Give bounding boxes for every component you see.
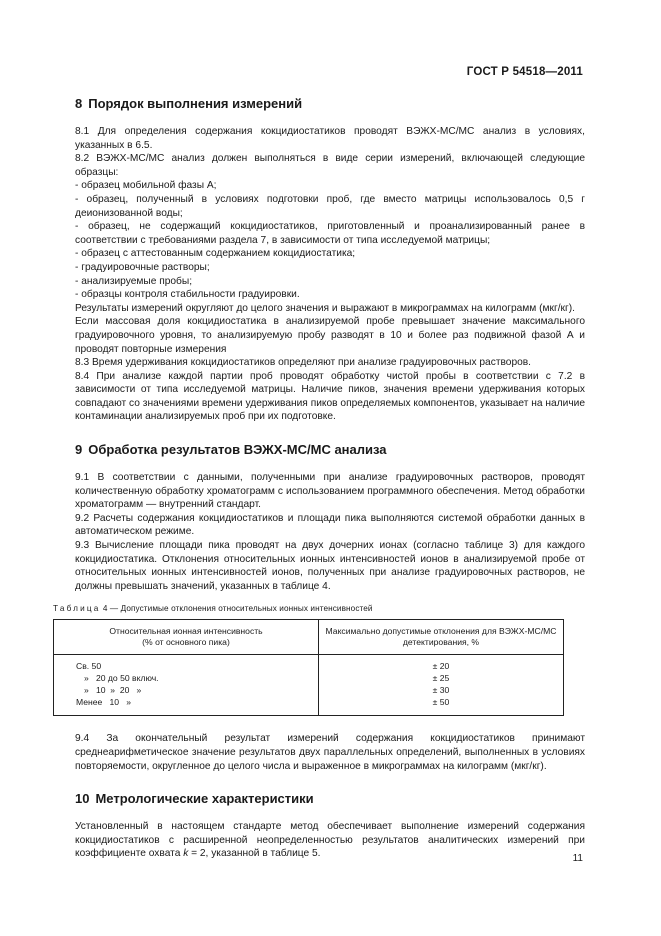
list-item: - градуировочные растворы;: [75, 261, 210, 273]
paragraph-10-text: Установленный в настоящем стандарте метод обеспечивает выполнение измерений содержания кокцидиостатиков с расширенной неопределенностью результатов аналитических измерений при коэффициенте охвата: [75, 821, 585, 860]
list-item: - образцы контроля стабильности градуировки.: [75, 289, 300, 301]
paragraph-10: [75, 820, 585, 861]
table-row: [54, 696, 564, 716]
header-line: Относительная ионная интенсивность: [109, 626, 263, 637]
header-line: Максимально допустимые отклонения для ВЭЖХ-МС/МС: [325, 626, 557, 637]
paragraph-9-4: 9.4 За окончательный результат измерений содержания кокцидиостатиков принимают среднеарифметическое значение результатов двух параллельных определений, выполненных в условиях повторяемости, округленное до целого числа и выраженное в микрограммах на килограмм (мкг/кг).: [75, 733, 585, 772]
section-9: [53, 442, 585, 773]
list-item: - образец с аттестованным содержанием кокцидиостатика;: [75, 248, 356, 260]
table-cell-range: » 10 » 20 »: [54, 684, 319, 696]
section-8-heading: [75, 96, 585, 111]
section-10-number: 10: [75, 791, 90, 807]
section-10-title: Метрологические характеристики: [95, 791, 314, 807]
list-item: - образец, полученный в условиях подготовки проб, где вместо матрицы использовалось 0,5 г деионизованной воды;: [75, 193, 585, 219]
table-cell-deviation: ± 30: [319, 684, 564, 696]
section-8: [75, 96, 585, 424]
section-8-title: Порядок выполнения измерений: [88, 96, 303, 111]
table-cell-deviation: ± 20: [319, 655, 564, 673]
paragraph-10-text-end: = 2, указанной в таблице 5.: [188, 848, 321, 860]
section-9-heading: [75, 442, 585, 457]
paragraph-8-1: 8.1 Для определения содержания кокцидиостатиков проводят ВЭЖХ-МС/МС анализ в условиях, указанных в 6.5.: [75, 126, 585, 151]
spacer: [75, 716, 585, 732]
table-cell-deviation: ± 50: [319, 696, 564, 716]
paragraph-8-3: 8.3 Время удерживания кокцидиостатиков определяют при анализе градуировочных растворов.: [75, 357, 532, 369]
section-10-heading: [75, 791, 585, 806]
paragraph-9-1: 9.1 В соответствии с данными, полученными при анализе градуировочных растворов, проводят количественную обработку хроматограмм с использованием программного обеспечения. Метод обработки хроматограмм — внутренний стандарт.: [75, 472, 585, 511]
list-item: - анализируемые пробы;: [75, 275, 193, 287]
paragraph-9-3: 9.3 Вычисление площади пика проводят на двух дочерних ионах (согласно таблице 3) для каждого кокцидиостатика. Отклонения относительных ионных интенсивностей ионов в анализируемой пробе от относительных ионных интенсивностей ионов, полученных при анализе градуировочных растворов, не должны превышать значений, указанных в таблице 4.: [75, 540, 585, 592]
list-item: - образец мобильной фазы А;: [75, 180, 217, 192]
section-8-number: 8: [75, 96, 83, 111]
table-row: [54, 672, 564, 684]
table-cell-range: Св. 50: [54, 655, 319, 673]
page-content: [53, 92, 585, 861]
table-caption-label: Таблица: [53, 604, 101, 614]
table-caption-text: 4 — Допустимые отклонения относительных ионных интенсивностей: [102, 604, 373, 614]
paragraph-8-4: 8.4 При анализе каждой партии проб проводят обработку чистой пробы в соответствии с 7.2 в зависимости от типа исследуемой матрицы. Наличие пиков, значения времени удерживания которых совпадают со значениями времени удерживания пиков определяемых компонентов, указывает на наличие контаминации анализируемых проб при их подготовке.: [75, 370, 585, 423]
standard-header: ГОСТ Р 54518—2011: [466, 66, 583, 78]
table-4-caption: [53, 604, 585, 613]
page-number: 11: [572, 853, 583, 864]
section-10: [75, 791, 585, 861]
section-9-number: 9: [75, 442, 83, 458]
table-4: [53, 619, 564, 716]
table-header-intensity: [54, 620, 319, 655]
section-9-title: Обработка результатов ВЭЖХ-МС/МС анализа: [88, 442, 387, 458]
paragraph-rounding: Результаты измерений округляют до целого значения и выражают в микрограммах на килограмм (мкг/кг).: [75, 302, 575, 314]
header-line: (% от основного пика): [142, 637, 230, 648]
table-cell-range: Менее 10 »: [54, 696, 319, 716]
header-line: детектирования, %: [402, 637, 480, 648]
table-cell-range: » 20 до 50 включ.: [54, 672, 319, 684]
paragraph-9-2: 9.2 Расчеты содержания кокцидиостатиков и площади пика выполняются системой обработки данных в автоматическом режиме.: [75, 512, 585, 538]
table-row: [54, 655, 564, 673]
table-cell-deviation: ± 25: [319, 672, 564, 684]
table-row: [54, 684, 564, 696]
paragraph-8-2: 8.2 ВЭЖХ-МС/МС анализ должен выполняться в виде серии измерений, включающей следующие образцы:: [75, 153, 585, 178]
table-header-deviation: [319, 620, 564, 655]
coverage-factor-symbol: k: [183, 848, 189, 860]
list-item: - образец, не содержащий кокцидиостатиков, приготовленный и проанализированный ранее в соответствии с требованиями раздела 7, в зависимости от типа исследуемой матрицы;: [75, 221, 585, 246]
paragraph-dilution: Если массовая доля кокцидиостатика в анализируемой пробе превышает значение максимального градуировочного уровня, то анализируемую пробу разводят в 10 и более раз подвижной фазой А и проводят повторные измерения: [75, 316, 585, 355]
